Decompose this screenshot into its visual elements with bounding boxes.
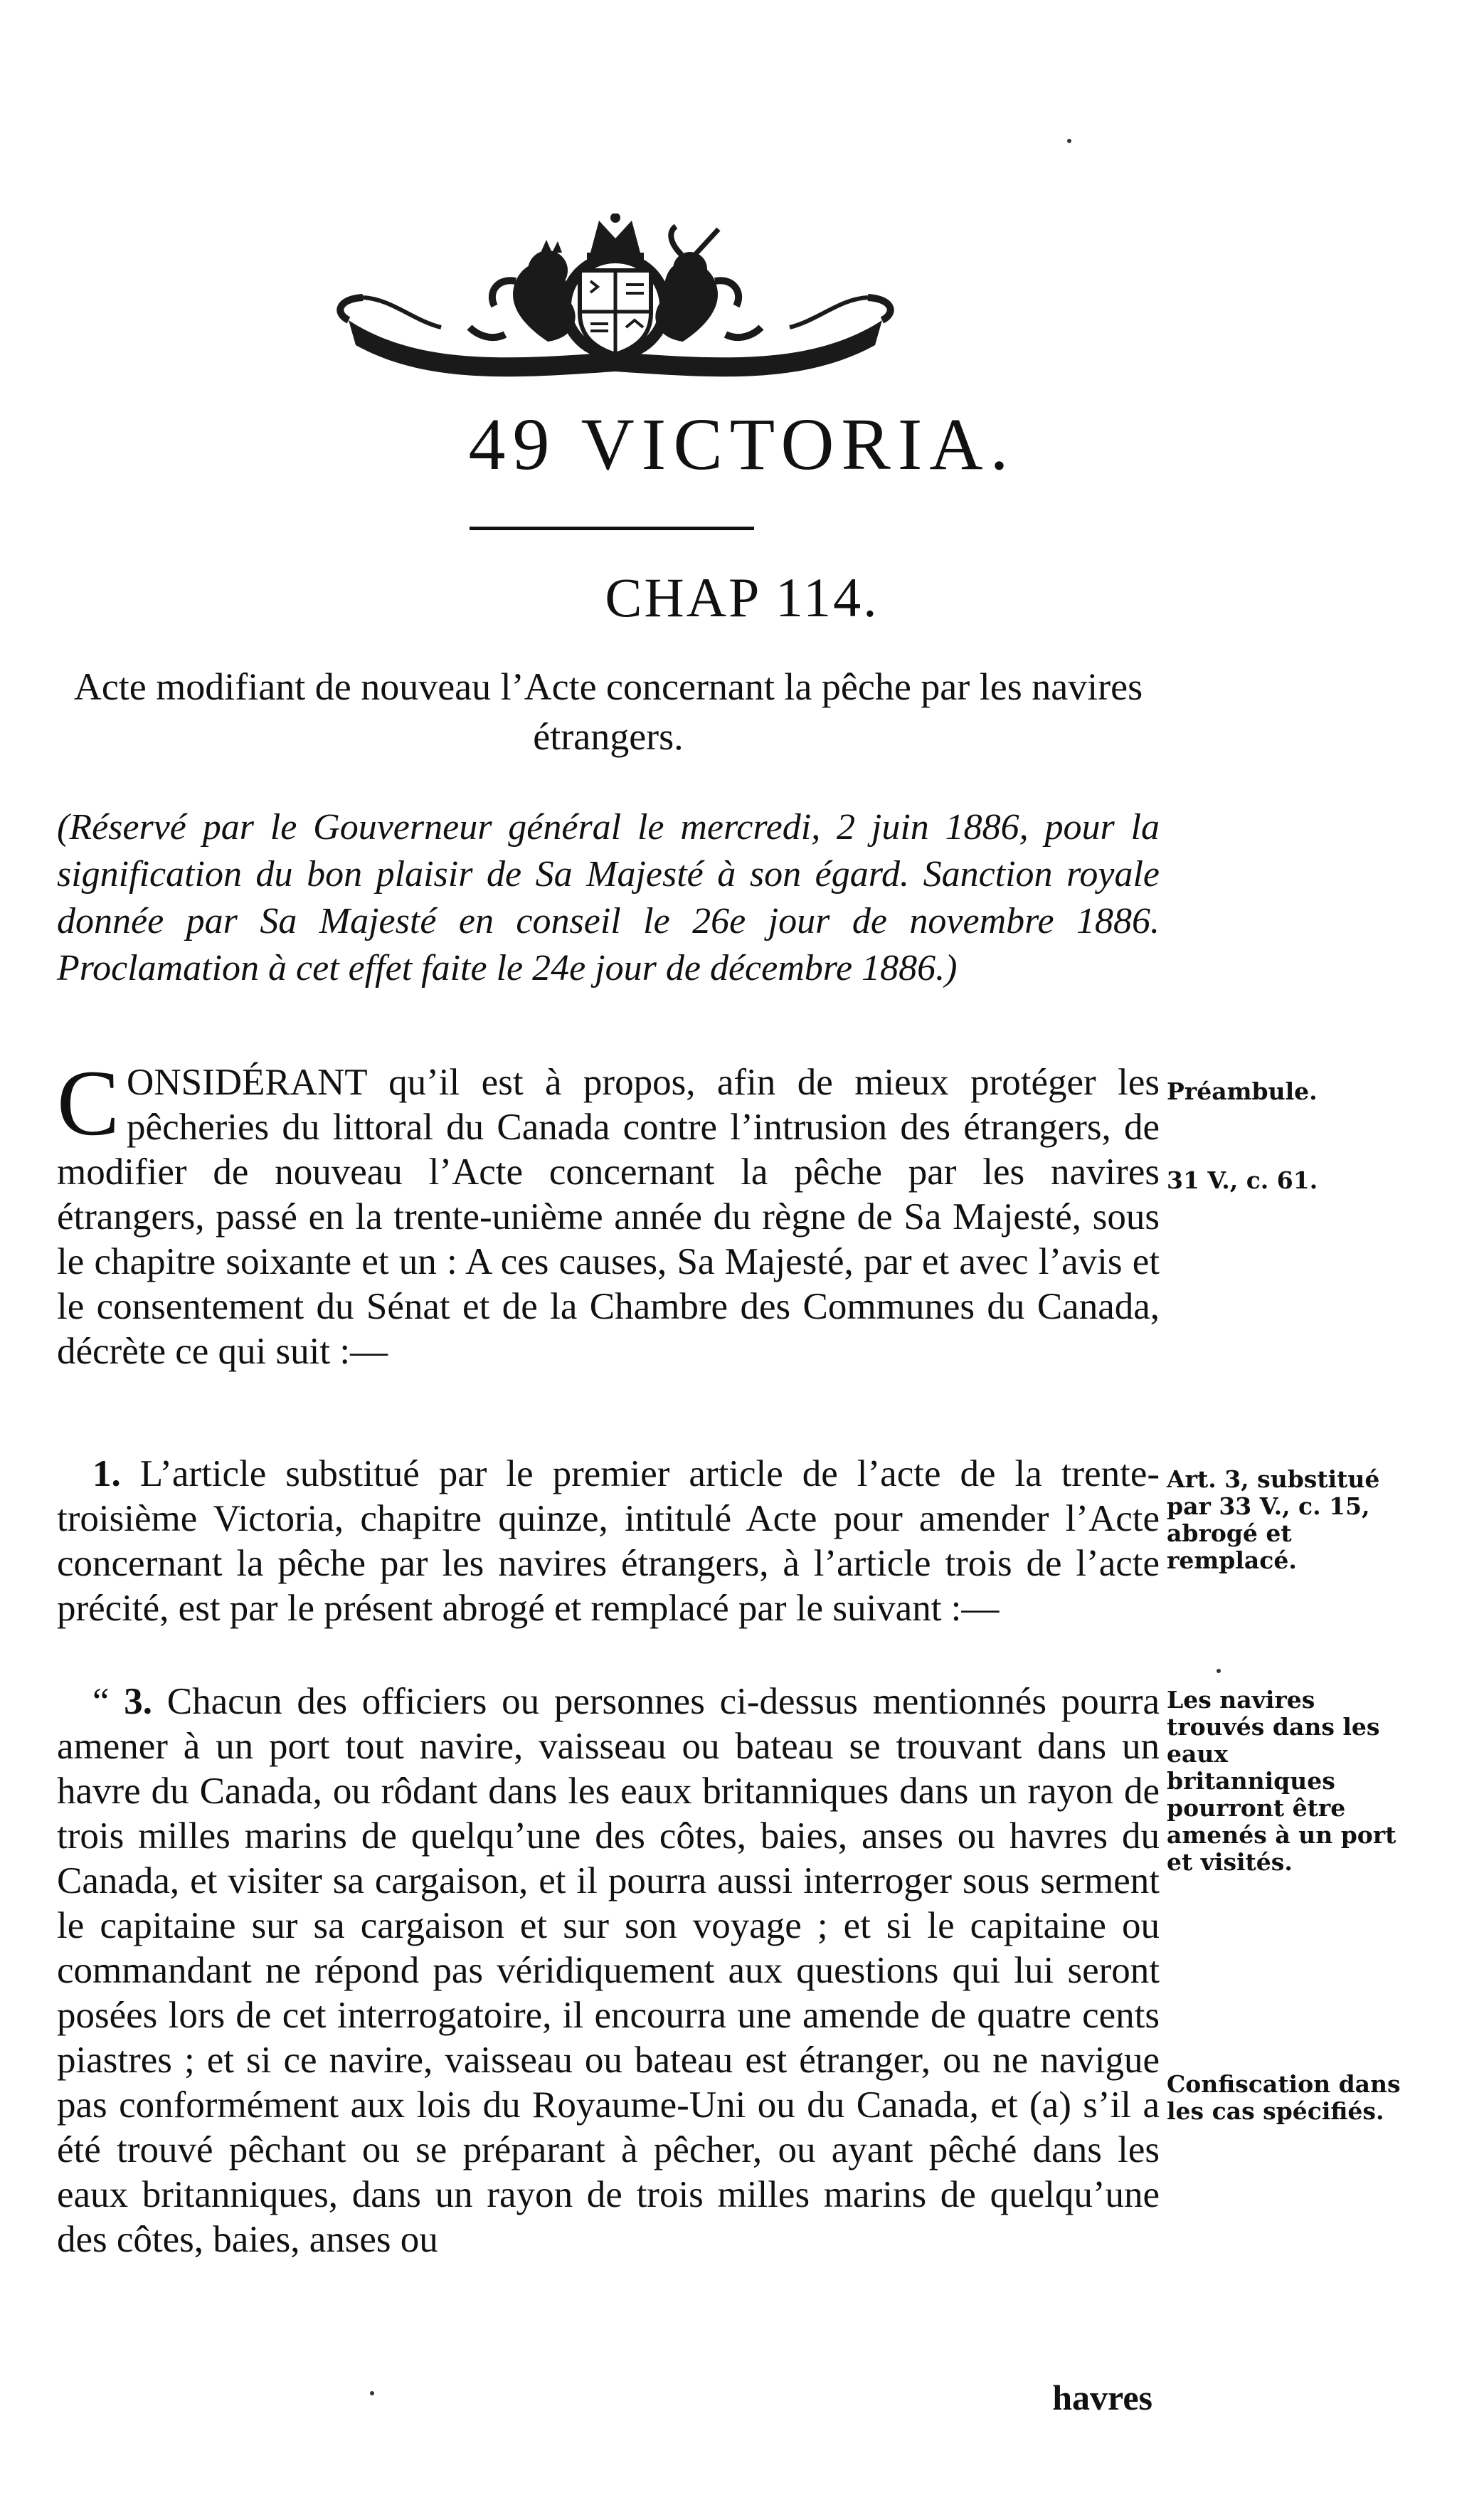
act-title: Acte modifiant de nouveau l’Acte concernant la pêche par les navires étrangers.	[73, 665, 1143, 758]
regnal-year-heading: 49 VICTORIA.	[468, 403, 1016, 485]
section-number: 1.	[92, 1453, 121, 1494]
sanction-note: (Réservé par le Gouverneur général le mercredi, 2 juin 1886, pour la signification du bon plaisir de Sa Majesté à son égard. Sanction royale donnée par Sa Majesté en conseil le 26e jour de novembre 1886. Proclamation à cet effet faite le 24e jour de décembre 1886.)	[57, 807, 1160, 988]
marginal-note-confiscation: Confiscation dans les cas spécifiés.	[1167, 2070, 1401, 2125]
quoted-section-3-paragraph	[57, 1679, 1160, 2262]
quoted-section-number: 3.	[124, 1681, 153, 1722]
catchword: havres	[1052, 2378, 1152, 2417]
preamble-paragraph	[57, 1050, 1160, 1374]
section-1-text: L’article substitué par le premier article de l’acte de la trente-troisième Victoria, chapitre quinze, intitulé Acte pour amender l’Acte concernant la pêche par les navires étrangers, à l’article trois de l’acte précité, est par le présent abrogé et remplacé par le suivant :—	[57, 1453, 1160, 1629]
opening-quote-mark: “	[92, 1681, 110, 1722]
dropcap-letter: C	[57, 1050, 120, 1155]
marginal-note-article-replaced: Art. 3, substitué par 33 V., c. 15, abrogé et remplacé.	[1167, 1465, 1380, 1574]
print-speck	[1217, 1669, 1221, 1673]
chapter-heading: CHAP 114.	[605, 566, 879, 628]
section-1-paragraph	[57, 1452, 1160, 1631]
royal-coat-of-arms-emblem	[334, 213, 896, 391]
heading-rule	[470, 527, 754, 530]
quoted-section-text: Chacun des officiers ou personnes ci-dessus mentionnés pourra amener à un port tout navire, vaisseau ou bateau se trouvant dans un havre du Canada, ou rôdant dans les eaux britanniques dans un rayon de trois milles marins de quelqu’une des côtes, baies, anses ou havres du Canada, et visiter sa cargaison, et il pourra aussi interroger sous serment le capitaine sur sa cargaison et sur son voyage ; et si le capitaine ou commandant ne répond pas véridiquement aux questions qui lui seront posées lors de cet interrogatoire, il encourra une amende de quatre cents piastres ; et si ce navire, vaisseau ou bateau est étranger, ou ne navigue pas conformément aux lois du Royaume-Uni ou du Canada, et (a) s’il a été trouvé pêchant ou se préparant à pêcher, ou ayant pêché dans les eaux britanniques, dans un rayon de trois milles marins de quelqu’une des côtes, baies, anses ou	[57, 1681, 1160, 2260]
marginal-note-statute-reference: 31 V., c. 61.	[1167, 1166, 1318, 1194]
print-speck	[1067, 139, 1071, 143]
print-speck	[370, 2391, 374, 2395]
preamble-text: ONSIDÉRANT qu’il est à propos, afin de mieux protéger les pêcheries du littoral du Canada contre l’intrusion des étrangers, de modifier de nouveau l’Acte concernant la pêche par les navires étrangers, passé en la trente-unième année du règne de Sa Majesté, sous le chapitre soixante et un : A ces causes, Sa Majesté, par et avec l’avis et le consentement du Sénat et de la Chambre des Communes du Canada, décrète ce qui suit :—	[57, 1062, 1160, 1372]
marginal-note-vessels: Les navires trouvés dans les eaux britanniques pourront être amenés à un port et visités.	[1167, 1686, 1396, 1876]
marginal-note-preamble: Préambule.	[1167, 1077, 1318, 1105]
